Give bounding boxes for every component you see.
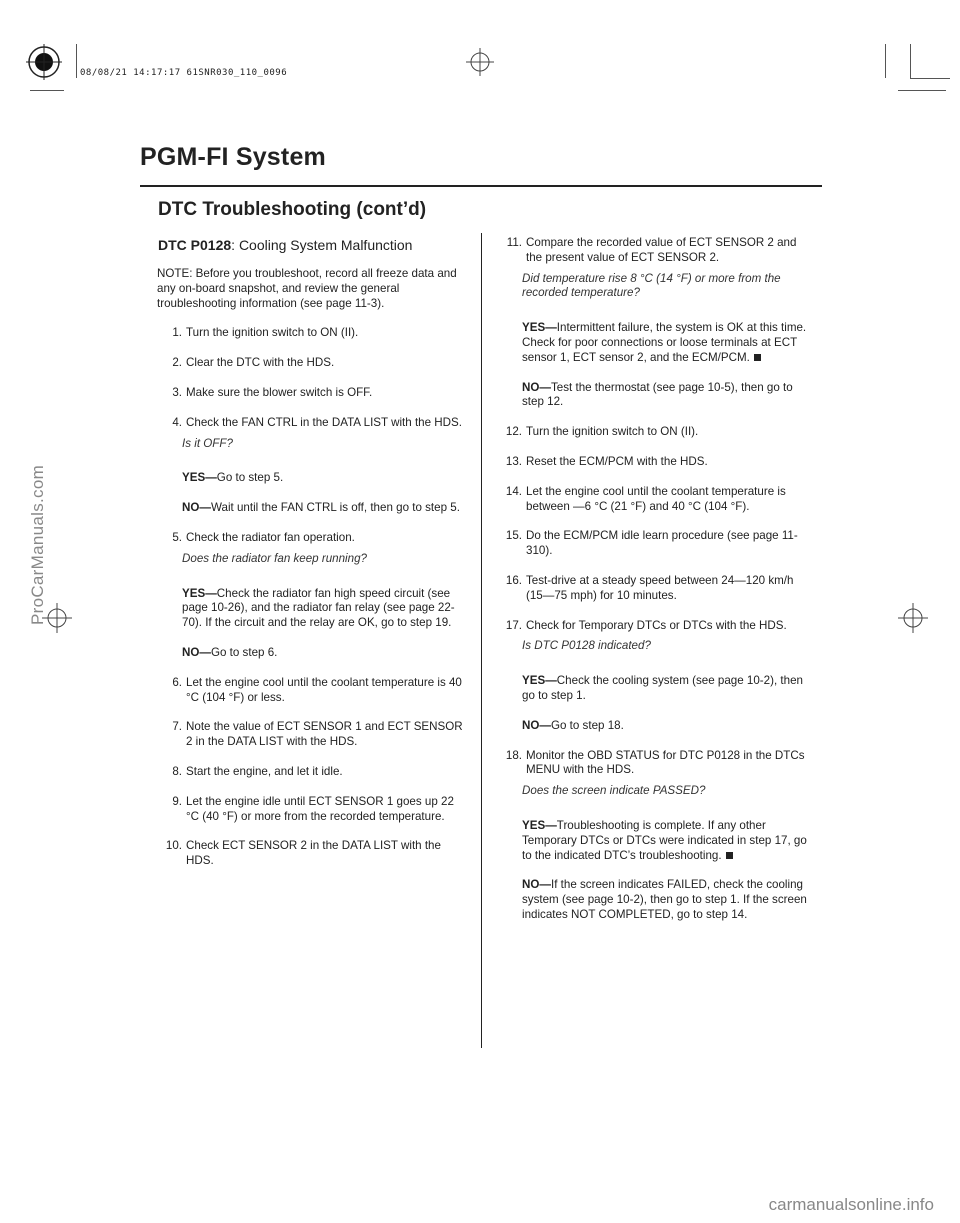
step-number: 8. [172, 764, 182, 778]
step-number: 18. [505, 748, 522, 762]
crop-line [898, 90, 946, 91]
answer-text: Check the cooling system (see page 10-2), then go to step 1. [522, 674, 803, 702]
left-column [158, 236, 466, 884]
answer-yes [498, 674, 810, 704]
step-text: Note the value of ECT SENSOR 1 and ECT SENSOR 2 in the DATA LIST with the HDS. [186, 720, 463, 749]
dtc-description: Cooling System Malfunction [238, 237, 413, 253]
no-label: NO— [522, 718, 551, 732]
step-text: Compare the recorded value of ECT SENSOR 2 and the present value of ECT SENSOR 2. [526, 236, 797, 264]
step-number: 11. [506, 236, 522, 249]
answer-no [158, 646, 466, 661]
step-11 [498, 236, 810, 266]
step-text: Make sure the blower switch is OFF. [186, 385, 373, 399]
step-text: Check ECT SENSOR 2 in the DATA LIST with the HDS. [186, 839, 441, 868]
yes-label: YES— [522, 818, 557, 832]
step-number: 1. [172, 326, 182, 340]
step-number: 4. [172, 415, 182, 429]
answer-text: Intermittent failure, the system is OK at this time. Check for poor connections or loose terminals at ECT sensor 1, ECT sensor 2, and the ECM/PCM. [522, 321, 807, 364]
answer-no [498, 719, 810, 734]
crop-line [30, 90, 64, 91]
yes-label: YES— [522, 674, 557, 688]
step-1 [158, 326, 466, 341]
step-number: 6. [172, 675, 182, 689]
step-number: 16. [505, 573, 522, 587]
question: Is it OFF? [182, 436, 233, 450]
step-5 [158, 531, 466, 546]
answer-text: If the screen indicates FAILED, check the cooling system (see page 10-2), then go to step 1. If the screen indicates NOT COMPLETED, go to step 14. [522, 878, 807, 921]
step-3 [158, 386, 466, 401]
question: Did temperature rise 8 °C (14 °F) or more from the recorded temperature? [522, 271, 781, 300]
step-16 [498, 574, 810, 604]
no-label: NO— [182, 501, 211, 515]
step-text: Test-drive at a steady speed between 24—120 km/h (15—75 mph) for 10 minutes. [526, 573, 794, 602]
answer-no [498, 381, 810, 411]
step-14 [498, 485, 810, 515]
section-title: DTC Troubleshooting (cont’d) [158, 199, 427, 220]
title-rule [140, 185, 822, 187]
step-text: Let the engine cool until the coolant temperature is 40 °C (104 °F) or less. [186, 675, 462, 704]
step-text: Turn the ignition switch to ON (II). [186, 326, 359, 340]
step-8 [158, 765, 466, 780]
step-text: Start the engine, and let it idle. [186, 764, 343, 778]
answer-text: Go to step 5. [216, 471, 284, 485]
print-stamp: 08/08/21 14:17:17 61SNR030_110_0096 [80, 68, 288, 78]
step-15 [498, 529, 810, 559]
yes-label: YES— [182, 586, 217, 600]
answer-text: Go to step 18. [550, 718, 624, 732]
step-4 [158, 416, 466, 431]
note: NOTE: Before you troubleshoot, record all freeze data and any on-board snapshot, and review the general troubleshooting information (see page 11-3). [157, 267, 457, 310]
step-number: 13. [505, 454, 522, 468]
step-text: Reset the ECM/PCM with the HDS. [526, 454, 708, 468]
end-mark-icon [754, 354, 761, 361]
step-text: Let the engine idle until ECT SENSOR 1 goes up 22 °C (40 °F) or more from the recorded temperature. [186, 794, 454, 823]
watermark-bottom: carmanualsonline.info [768, 1195, 934, 1214]
step-number: 3. [172, 385, 182, 399]
answer-no [498, 878, 810, 922]
step-text: Turn the ignition switch to ON (II). [526, 425, 699, 439]
step-17 [498, 619, 810, 634]
dtc-separator: : [231, 237, 236, 253]
question: Does the radiator fan keep running? [182, 551, 367, 565]
answer-yes [158, 587, 466, 631]
column-divider [481, 233, 482, 1048]
step-number: 7. [172, 720, 182, 734]
crop-line [885, 44, 886, 78]
step-number: 2. [172, 356, 182, 370]
step-number: 10. [165, 839, 182, 853]
step-18 [498, 749, 810, 779]
answer-text: Check the radiator fan high speed circuit (see page 10-26), and the radiator fan relay (see page 22-70). If the circuit and the relay are OK, go to step 19. [182, 586, 455, 630]
step-text: Let the engine cool until the coolant temperature is between —6 °C (21 °F) and 40 °C (104 °F). [526, 484, 786, 513]
step-text: Check the FAN CTRL in the DATA LIST with the HDS. [186, 415, 462, 429]
step-number: 15. [505, 529, 522, 543]
answer-text: Go to step 6. [210, 645, 278, 659]
step-6 [158, 676, 466, 706]
no-label: NO— [522, 380, 551, 394]
crop-line [76, 44, 77, 78]
dtc-heading [158, 236, 466, 254]
crosshair-mark-right [898, 603, 928, 633]
step-number: 5. [172, 530, 182, 544]
no-label: NO— [182, 645, 211, 659]
watermark-side: ProCarManuals.com [28, 464, 47, 625]
no-label: NO— [522, 878, 551, 892]
end-mark-icon [726, 852, 733, 859]
crosshair-mark-top [466, 48, 494, 76]
step-text: Check for Temporary DTCs or DTCs with the HDS. [526, 618, 787, 632]
answer-yes [498, 819, 810, 863]
step-number: 14. [505, 484, 522, 498]
question: Does the screen indicate PASSED? [522, 784, 706, 798]
step-13 [498, 455, 810, 470]
answer-text: Test the thermostat (see page 10-5), then go to step 12. [522, 380, 793, 409]
registration-mark-large [26, 44, 62, 80]
answer-no [158, 501, 466, 516]
step-7 [158, 720, 466, 750]
answer-text: Wait until the FAN CTRL is off, then go to step 5. [210, 501, 460, 515]
crop-line [910, 78, 950, 79]
answer-yes [498, 321, 810, 365]
step-number: 9. [172, 794, 182, 808]
right-column [498, 236, 810, 938]
step-2 [158, 356, 466, 371]
step-text: Do the ECM/PCM idle learn procedure (see page 11-310). [526, 529, 798, 558]
answer-text: Troubleshooting is complete. If any other Temporary DTCs or DTCs were indicated in step 17, go to the indicated DTC’s troubleshooting. [522, 818, 807, 862]
question: Is DTC P0128 indicated? [522, 639, 651, 653]
step-text: Monitor the OBD STATUS for DTC P0128 in the DTCs MENU with the HDS. [526, 748, 805, 777]
step-9 [158, 795, 466, 825]
answer-yes [158, 471, 466, 486]
step-text: Check the radiator fan operation. [186, 530, 355, 544]
step-10 [158, 839, 466, 869]
yes-label: YES— [522, 321, 557, 335]
step-number: 17. [505, 618, 522, 632]
yes-label: YES— [182, 471, 217, 485]
step-text: Clear the DTC with the HDS. [186, 356, 335, 370]
dtc-code: DTC P0128 [158, 237, 232, 253]
step-number: 12. [505, 425, 522, 439]
step-12 [498, 425, 810, 440]
page-title: PGM-FI System [140, 143, 326, 171]
crop-line [910, 44, 911, 78]
